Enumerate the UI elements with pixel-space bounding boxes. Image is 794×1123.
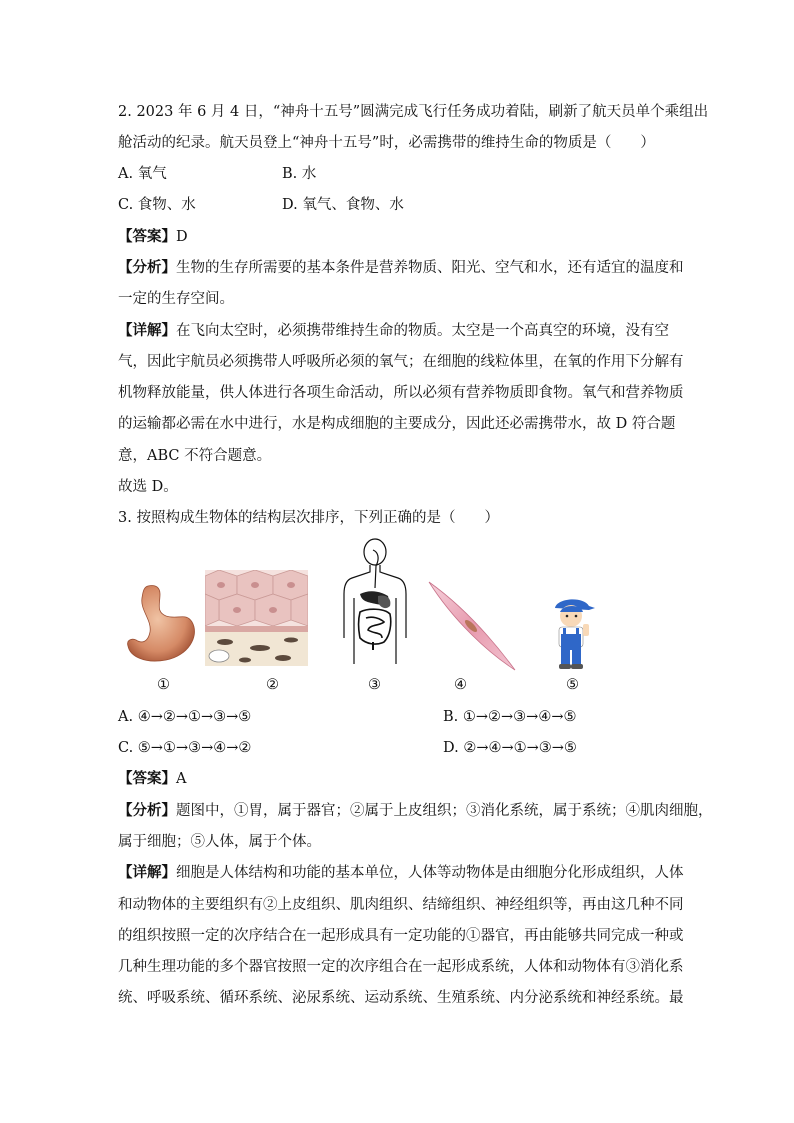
q3-detail-line-3: 的组织按照一定的次序结合在一起形成具有一定功能的①器官，再由能够共同完成一种或: [118, 928, 684, 944]
q2-option-c: C. 食物、水: [118, 197, 196, 213]
q3-answer-value: A: [176, 771, 187, 787]
q2-analysis-tag: 【分析】: [118, 259, 176, 276]
q3-detail-line-4: 几种生理功能的多个器官按照一定的次序组合在一起形成系统，人体和动物体有③消化系: [118, 959, 684, 975]
q3-stem: 3. 按照构成生物体的结构层次排序，下列正确的是（ ）: [118, 510, 499, 526]
q2-answer: [118, 228, 188, 246]
q3-analysis-tag: 【分析】: [118, 802, 176, 819]
q2-detail-text-1: 在飞向太空时，必须携带维持生命的物质。太空是一个高真空的环境，没有空: [176, 323, 669, 339]
q3-analysis-line-1: [118, 802, 713, 820]
q2-option-b: B. 水: [282, 166, 317, 182]
stomach-image: [126, 582, 202, 664]
figure-label-4: ④: [454, 677, 467, 693]
q3-analysis-text-1: 题图中，①胃，属于器官；②属于上皮组织；③消化系统，属于系统；④肌肉细胞，: [176, 803, 713, 819]
q2-answer-value: D: [176, 229, 188, 245]
q2-option-d: D. 氧气、食物、水: [282, 197, 404, 213]
q3-analysis-line-2: 属于细胞；⑤人体，属于个体。: [118, 834, 321, 850]
epithelial-tissue-image: [205, 570, 308, 666]
q2-analysis-line-1: [118, 259, 684, 277]
q3-detail-line-2: 和动物体的主要组织有②上皮组织、肌肉组织、结缔组织、神经组织等，再由这几种不同: [118, 897, 684, 913]
q2-stem-line-2: 舱活动的纪录。航天员登上“神舟十五号”时，必需携带的维持生命的物质是（ ）: [118, 135, 655, 151]
q3-answer-tag: 【答案】: [118, 770, 176, 787]
q2-detail-line-3: 机物释放能量，供人体进行各项生命活动，所以必须有营养物质即食物。氧气和营养物质: [118, 385, 684, 401]
q3-option-b: B. ①→②→③→④→⑤: [443, 709, 577, 725]
q3-detail-tag: 【详解】: [118, 864, 176, 881]
q2-answer-tag: 【答案】: [118, 228, 176, 245]
q2-detail-line-4: 的运输都必需在水中进行，水是构成细胞的主要成分，因此还必需携带水，故 D 符合题: [118, 416, 676, 432]
q3-option-a: A. ④→②→①→③→⑤: [118, 709, 252, 725]
figure-label-5: ⑤: [566, 677, 579, 693]
digestive-system-image: [340, 538, 410, 666]
q3-detail-text-1: 细胞是人体结构和功能的基本单位，人体等动物体是由细胞分化形成组织，人体: [176, 865, 684, 881]
q2-detail-line-2: 气，因此宇航员必须携带人呼吸所必须的氧气；在细胞的线粒体里，在氧的作用下分解有: [118, 354, 684, 370]
q3-option-d: D. ②→④→①→③→⑤: [443, 740, 577, 756]
q3-option-c: C. ⑤→①→③→④→②: [118, 740, 252, 756]
q2-option-a: A. 氧气: [118, 166, 167, 182]
muscle-cell-image: [427, 580, 517, 672]
q3-detail-line-1: [118, 864, 684, 882]
q2-stem-line-1: 2. 2023 年 6 月 4 日，“神舟十五号”圆满完成飞行任务成功着陆，刷新了航天员单个乘组出: [118, 104, 709, 120]
q3-detail-line-5: 统、呼吸系统、循环系统、泌尿系统、运动系统、生殖系统、内分泌系统和神经系统。最: [118, 990, 684, 1006]
figure-label-3: ③: [368, 677, 381, 693]
figure-label-2: ②: [266, 677, 279, 693]
q2-analysis-line-2: 一定的生存空间。: [118, 291, 234, 307]
q2-detail-line-1: [118, 322, 669, 340]
figure-label-1: ①: [157, 677, 170, 693]
q3-answer: [118, 770, 186, 788]
q2-detail-tag: 【详解】: [118, 322, 176, 339]
q2-analysis-text-1: 生物的生存所需要的基本条件是营养物质、阳光、空气和水，还有适宜的温度和: [176, 260, 684, 276]
q2-conclusion: 故选 D。: [118, 479, 178, 495]
q2-detail-line-5: 意，ABC 不符合题意。: [118, 448, 272, 464]
person-image: [549, 594, 597, 670]
